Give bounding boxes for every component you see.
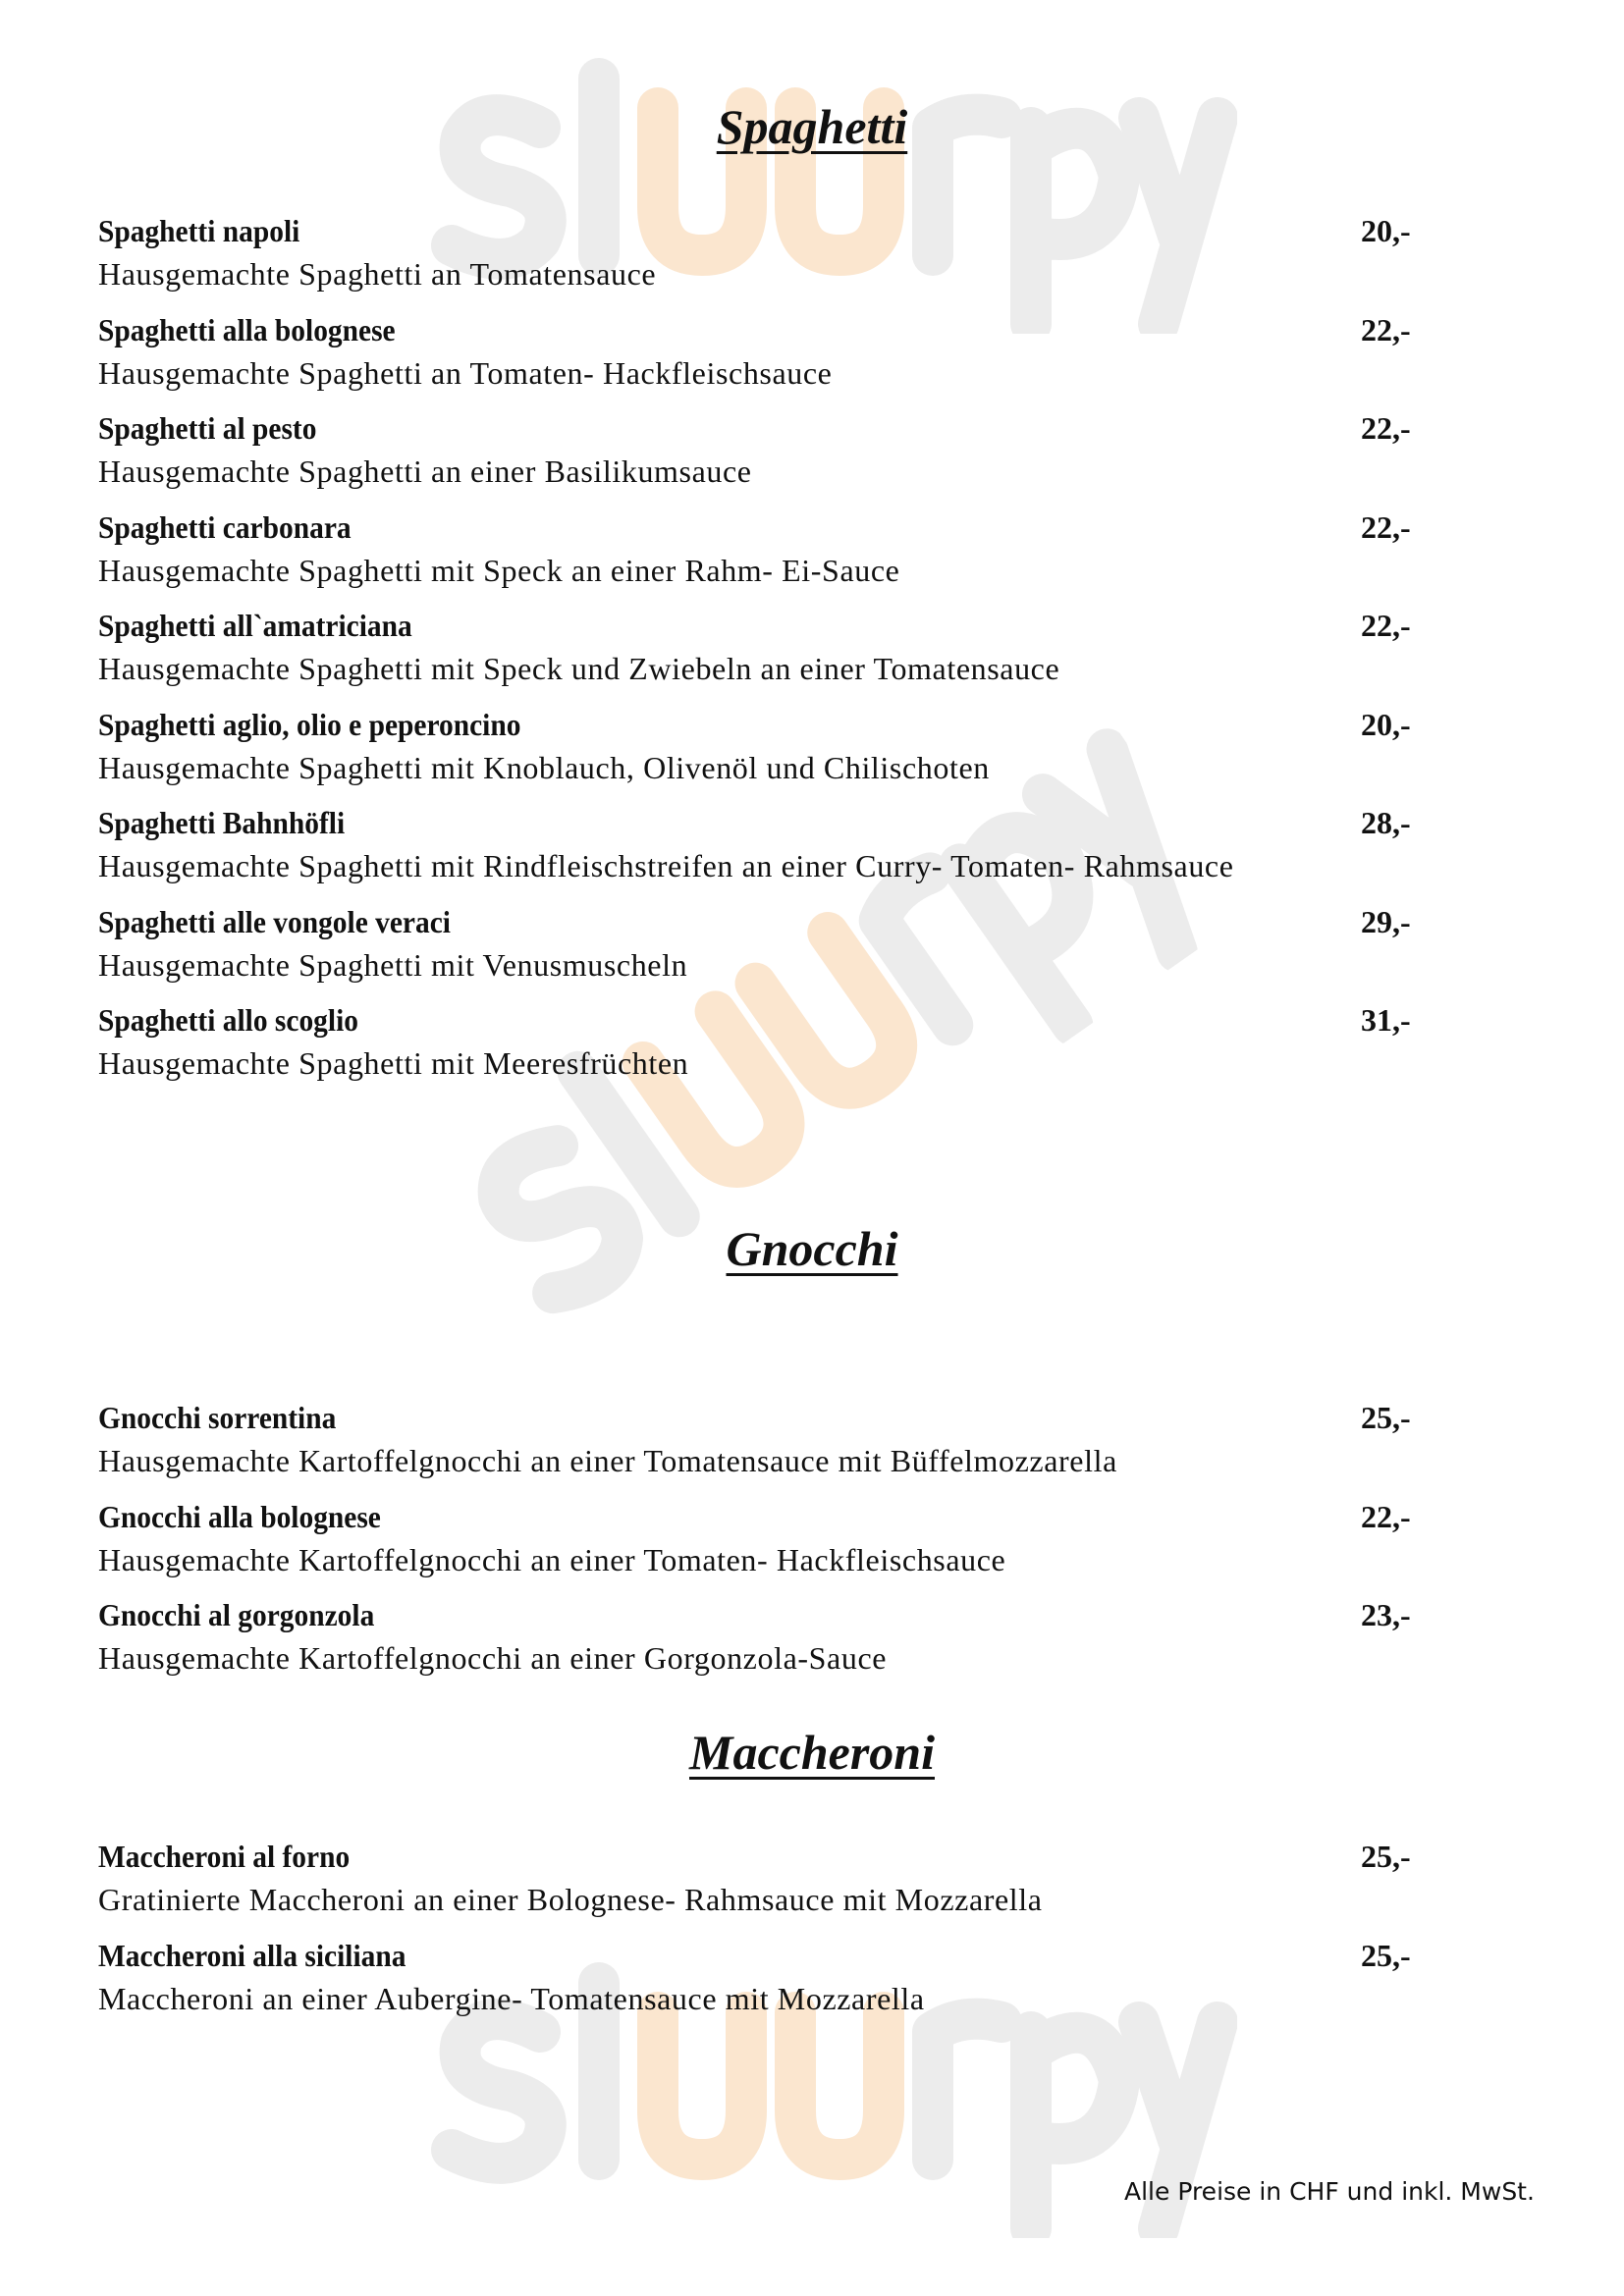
item-name: Gnocchi al gorgonzola <box>98 1597 375 1632</box>
item-description: Hausgemachte Spaghetti an Tomaten- Hackfleischsauce <box>98 354 833 391</box>
item-description: Hausgemachte Spaghetti mit Meeresfrüchten <box>98 1045 689 1081</box>
item-name: Maccheroni alla siciliana <box>98 1937 406 1973</box>
menu-item <box>98 1498 1424 1597</box>
menu-item <box>98 409 1424 508</box>
item-description: Hausgemachte Spaghetti mit Venusmuscheln <box>98 946 688 983</box>
item-price: 22,- <box>1361 410 1411 446</box>
item-description: Hausgemachte Spaghetti an Tomatensauce <box>98 256 657 292</box>
menu-item <box>98 607 1424 706</box>
item-name: Spaghetti allo scoglio <box>98 1002 358 1038</box>
item-name: Spaghetti al pesto <box>98 410 317 446</box>
item-description: Hausgemachte Kartoffelgnocchi an einer Gorgonzola-Sauce <box>98 1640 888 1676</box>
item-name: Spaghetti napoli <box>98 213 300 248</box>
item-name: Spaghetti alla bolognese <box>98 311 396 347</box>
menu-item <box>98 311 1424 410</box>
item-price: 22,- <box>1361 1498 1411 1534</box>
item-price: 29,- <box>1361 903 1411 939</box>
item-price: 25,- <box>1361 1839 1411 1874</box>
item-name: Spaghetti all`amatriciana <box>98 608 412 643</box>
item-name: Spaghetti alle vongole veraci <box>98 903 451 939</box>
item-description: Hausgemachte Spaghetti mit Speck und Zwiebeln an einer Tomatensauce <box>98 651 1060 686</box>
watermark-stroke <box>452 2019 546 2163</box>
item-name: Gnocchi alla bolognese <box>98 1498 381 1534</box>
section-title-maccheroni: Maccheroni <box>689 1725 935 1780</box>
menu-item <box>98 508 1424 608</box>
item-description: Maccheroni an einer Aubergine- Tomatensauce mit Mozzarella <box>98 1980 925 2016</box>
item-price: 28,- <box>1361 805 1411 840</box>
menu-item <box>98 903 1424 1002</box>
menu-item <box>98 1838 1424 1937</box>
menu-item <box>98 804 1424 903</box>
watermark-stroke <box>1031 2032 1119 2228</box>
menu-item <box>98 1937 1424 2036</box>
menu-item <box>98 1596 1424 1695</box>
item-description: Hausgemachte Spaghetti mit Knoblauch, Olivenöl und Chilischoten <box>98 749 990 785</box>
item-description: Hausgemachte Spaghetti an einer Basilikumsauce <box>98 454 752 489</box>
item-description: Hausgemachte Spaghetti mit Speck an einer Rahm- Ei-Sauce <box>98 552 900 588</box>
item-name: Spaghetti carbonara <box>98 508 352 545</box>
spaghetti-section <box>98 212 1424 1100</box>
price-note: Alle Preise in CHF und inkl. MwSt. <box>1124 2177 1535 2206</box>
item-price: 31,- <box>1361 1002 1411 1038</box>
item-name: Spaghetti Bahnhöfli <box>98 805 346 840</box>
menu-item <box>98 212 1424 311</box>
item-description: Hausgemachte Kartoffelgnocchi an einer Tomatensauce mit Büffelmozzarella <box>98 1443 1117 1478</box>
menu-item <box>98 1399 1424 1498</box>
menu-item <box>98 1001 1424 1100</box>
menu-item <box>98 706 1424 805</box>
item-price: 23,- <box>1361 1597 1411 1632</box>
item-price: 20,- <box>1361 213 1411 248</box>
item-price: 22,- <box>1361 311 1411 347</box>
item-name: Spaghetti aglio, olio e peperoncino <box>98 706 521 742</box>
watermark-stroke <box>933 2019 1001 2160</box>
item-price: 25,- <box>1361 1937 1411 1973</box>
item-name: Gnocchi sorrentina <box>98 1400 337 1435</box>
item-description: Hausgemachte Spaghetti mit Rindfleischstreifen an einer Curry- Tomaten- Rahmsauce <box>98 848 1234 883</box>
item-price: 20,- <box>1361 706 1411 742</box>
section-title-spaghetti: Spaghetti <box>716 99 908 154</box>
item-name: Maccheroni al forno <box>98 1839 351 1874</box>
item-description: Gratinierte Maccheroni an einer Bolognese- Rahmsauce mit Mozzarella <box>98 1882 1043 1917</box>
watermark-stroke <box>478 1132 638 1304</box>
section-title-gnocchi: Gnocchi <box>726 1221 898 1276</box>
gnocchi-section <box>98 1399 1424 1695</box>
item-description: Hausgemachte Kartoffelgnocchi an einer Tomaten- Hackfleischsauce <box>98 1541 1006 1577</box>
item-price: 22,- <box>1361 608 1411 643</box>
item-price: 25,- <box>1361 1400 1411 1435</box>
maccheroni-section <box>98 1838 1424 2035</box>
item-price: 22,- <box>1361 508 1411 545</box>
